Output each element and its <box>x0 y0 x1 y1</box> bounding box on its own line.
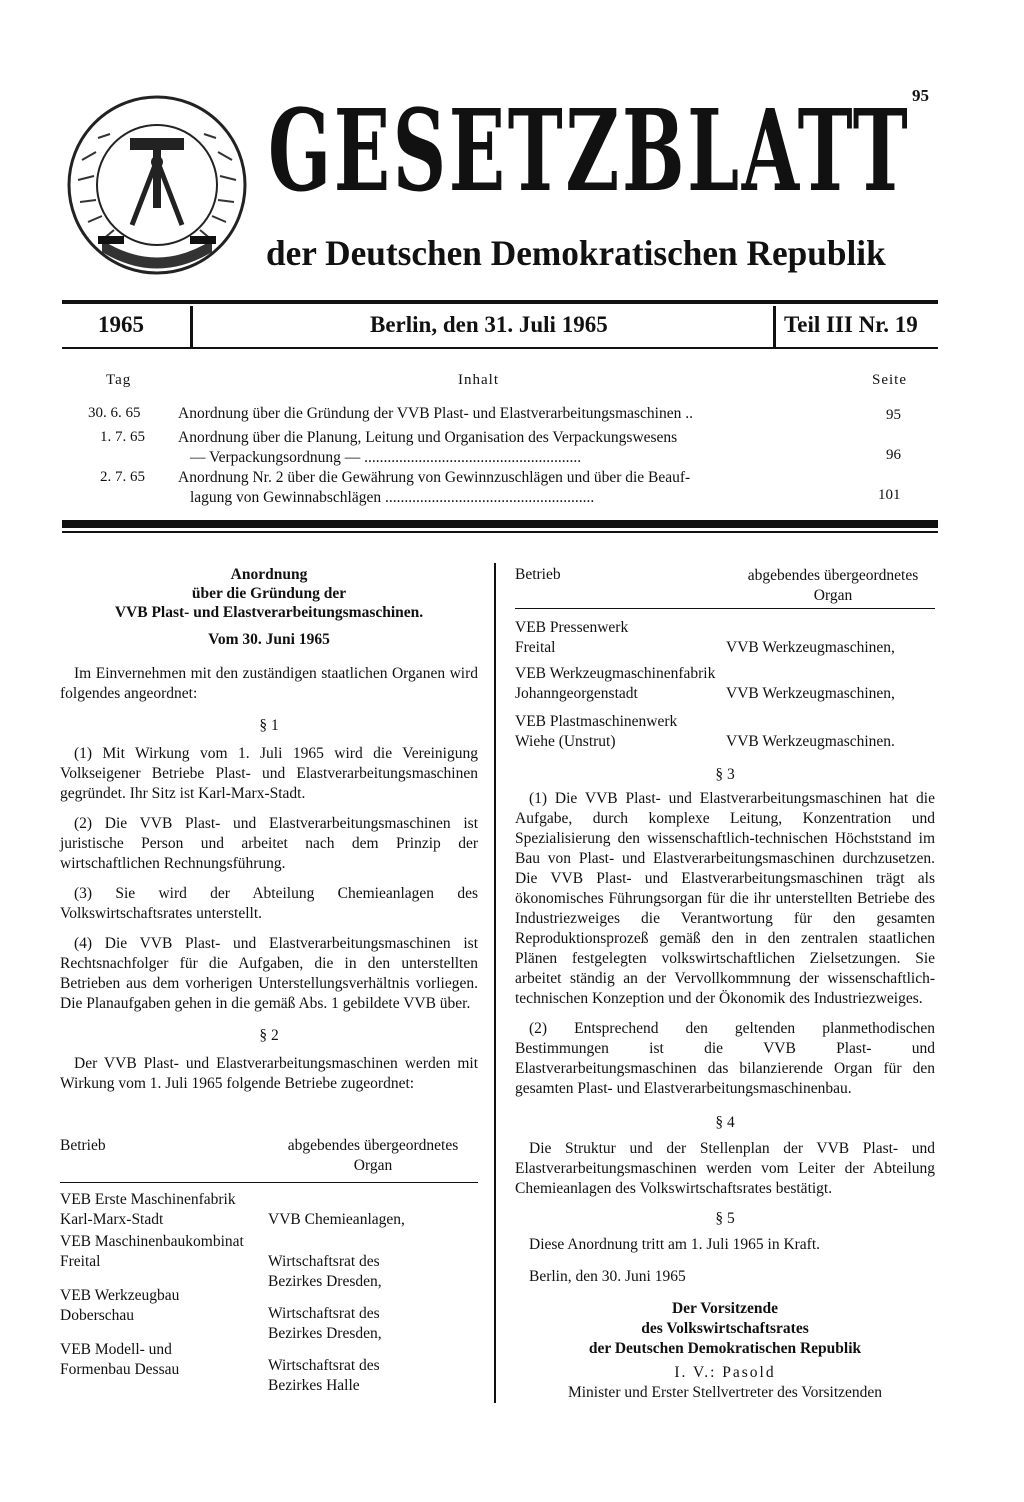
toc-content-header: Inhalt <box>458 372 499 388</box>
toc-date-header: Tag <box>106 372 132 388</box>
table-row-organ: Wirtschaftsrat des Bezirkes Dresden, <box>268 1305 382 1342</box>
toc-entry-page: 101 <box>878 487 901 503</box>
signature-block: Der Vorsitzende des Volkswirtschaftsrates der Deutschen Demokratischen Republik <box>588 1300 862 1357</box>
toc-entry-page: 96 <box>886 447 901 463</box>
article-date: Vom 30. Juni 1965 <box>208 631 330 648</box>
header-bottom-rule <box>62 347 938 349</box>
paragraph: (4) Die VVB Plast- und Elastverarbeitungsmaschinen ist Rechtsnachfolger für die Aufgaben, die in den unterstellten Betrieben aus dem vorherigen Unterstellungsverhältnis vorliegen. Die Planaufgaben gehen in die gemäß Abs. 1 gebildete VVB über. <box>60 935 478 1012</box>
table-row-betrieb: VEB Werkzeugbau Doberschau <box>60 1287 180 1324</box>
table-header-betrieb: Betrieb <box>60 1137 106 1154</box>
table-row-betrieb: VEB Modell- und Formenbau Dessau <box>60 1341 180 1378</box>
masthead-title: GESETZBLATT <box>268 86 911 217</box>
table-rule <box>515 608 935 609</box>
toc-entry-date: 1. 7. 65 <box>100 429 145 445</box>
page-number: 95 <box>912 86 929 105</box>
toc-entry-page: 95 <box>886 407 901 423</box>
table-row-organ: VVB Werkzeugmaschinen, <box>726 639 895 656</box>
signer-title: Minister und Erster Stellvertreter des Vorsitzenden <box>567 1384 883 1401</box>
article-title: Anordnung über die Gründung der VVB Plast- und Elastverarbeitungsmaschinen. <box>114 566 424 621</box>
article-intro: Im Einvernehmen mit den zuständigen staatlichen Organen wird folgendes angeordnet: <box>60 665 478 702</box>
issue-part-number: Teil III Nr. 19 <box>784 312 918 337</box>
table-row-organ: Wirtschaftsrat des Bezirkes Dresden, <box>268 1253 382 1290</box>
toc-entry-date: 2. 7. 65 <box>100 469 145 485</box>
header-top-rule <box>62 300 938 304</box>
table-header-betrieb: Betrieb <box>515 566 561 583</box>
section-heading: § 2 <box>259 1027 279 1044</box>
table-row-betrieb: VEB Plastmaschinenwerk Wiehe (Unstrut) <box>515 713 678 750</box>
toc-bottom-rule <box>62 520 938 528</box>
section-heading: § 5 <box>715 1210 735 1227</box>
paragraph: Die Struktur und der Stellenplan der VVB Plast- und Elastverarbeitungsmaschinen werden vom Leiter der Abteilung Chemieanlagen des Volkswirtschaftsrates bestätigt. <box>515 1140 935 1197</box>
table-header-organ: abgebendes übergeordnetes Organ <box>287 1137 459 1174</box>
table-row-organ: VVB Werkzeugmaschinen, <box>726 685 895 702</box>
table-row-betrieb: VEB Maschinenbaukombinat Freital <box>60 1233 244 1270</box>
paragraph: (3) Sie wird der Abteilung Chemieanlagen des Volkswirtschaftsrates unterstellt. <box>60 885 478 922</box>
gdr-state-emblem-icon <box>62 90 252 280</box>
issue-date: Berlin, den 31. Juli 1965 <box>370 312 608 337</box>
column-divider <box>494 563 496 1403</box>
issue-year: 1965 <box>98 312 144 337</box>
table-row-organ: VVB Chemieanlagen, <box>268 1211 405 1228</box>
section-heading: § 3 <box>715 766 735 783</box>
paragraph: (2) Entsprechend den geltenden planmethodischen Bestimmungen ist die VVB Plast- und Elastverarbeitungsmaschinen das bilanzierende Organ für den gesamten Plast- und Elastverarbeitungsmaschinenbau. <box>515 1020 935 1097</box>
toc-page-header: Seite <box>872 372 907 388</box>
paragraph: (1) Mit Wirkung vom 1. Juli 1965 wird die Vereinigung Volkseigener Betriebe Plast- und Elastverarbeitungsmaschinen gegründet. Ihr Sitz ist Karl-Marx-Stadt. <box>60 745 478 802</box>
paragraph: Der VVB Plast- und Elastverarbeitungsmaschinen werden mit Wirkung vom 1. Juli 1965 folgende Betriebe zugeordnet: <box>60 1055 478 1092</box>
toc-entry-title: Anordnung Nr. 2 über die Gewährung von Gewinnzuschlägen und über die Beauf- lagung von Gewinnabschlägen ...................................................... <box>178 469 691 506</box>
header-divider <box>773 306 776 348</box>
paragraph: (2) Die VVB Plast- und Elastverarbeitungsmaschinen ist juristische Person und arbeitet nach dem Prinzip der wirtschaftlichen Rechnungsführung. <box>60 815 478 872</box>
table-rule <box>60 1182 478 1183</box>
toc-entry-date: 30. 6. 65 <box>88 405 141 421</box>
paragraph: Diese Anordnung tritt am 1. Juli 1965 in Kraft. <box>529 1236 821 1253</box>
section-heading: § 4 <box>715 1114 735 1131</box>
toc-entry-title: Anordnung über die Gründung der VVB Plast- und Elastverarbeitungsmaschinen .. <box>178 405 693 422</box>
right-column <box>515 765 935 1403</box>
table-row-betrieb: VEB Erste Maschinenfabrik Karl-Marx-Stadt <box>60 1191 236 1228</box>
table-row-organ: VVB Werkzeugmaschinen. <box>726 733 895 750</box>
paragraph: (1) Die VVB Plast- und Elastverarbeitungsmaschinen hat die Aufgabe, durch komplexe Leitung, Konzentration und Spezialisierung den wissenschaftlich-technischen Höchststand im Bau von Plast- und Elastverarbeitungsmaschinen durchzusetzen. Die VVB Plast- und Elastverarbeitungsmaschinen trägt als ökonomisches Führungsorgan für die ihr unterstellten Betriebe des Industriezweiges die Verantwortung für den gesamten Reproduktionsprozeß gemäß den in den zentralen staatlichen Plänen festgelegten volkswirtschaftlichen Zielsetzungen. Sie arbeitet ständig an der Vervollkommnung der wissenschaftlich-technischen Konzeption und der Ökonomik des Industriezweiges. <box>515 790 935 1007</box>
signing-place-date: Berlin, den 30. Juni 1965 <box>529 1268 686 1285</box>
left-column <box>60 565 478 1094</box>
toc-bottom-rule-thin <box>62 531 938 533</box>
header-divider <box>190 306 193 348</box>
table-row-betrieb: VEB Pressenwerk Freital <box>515 619 629 656</box>
signer-name: I. V.: Pasold <box>674 1364 776 1381</box>
masthead-subtitle: der Deutschen Demokratischen Republik <box>266 233 886 273</box>
table-header-organ: abgebendes übergeordnetes Organ <box>747 567 919 604</box>
toc-entry-title: Anordnung über die Planung, Leitung und Organisation des Verpackungswesens — Verpackungsordnung — ........................................................ <box>178 429 678 466</box>
table-row-betrieb: VEB Werkzeugmaschinenfabrik Johanngeorgenstadt <box>515 665 716 702</box>
table-row-organ: Wirtschaftsrat des Bezirkes Halle <box>268 1357 380 1394</box>
section-heading: § 1 <box>259 717 279 734</box>
